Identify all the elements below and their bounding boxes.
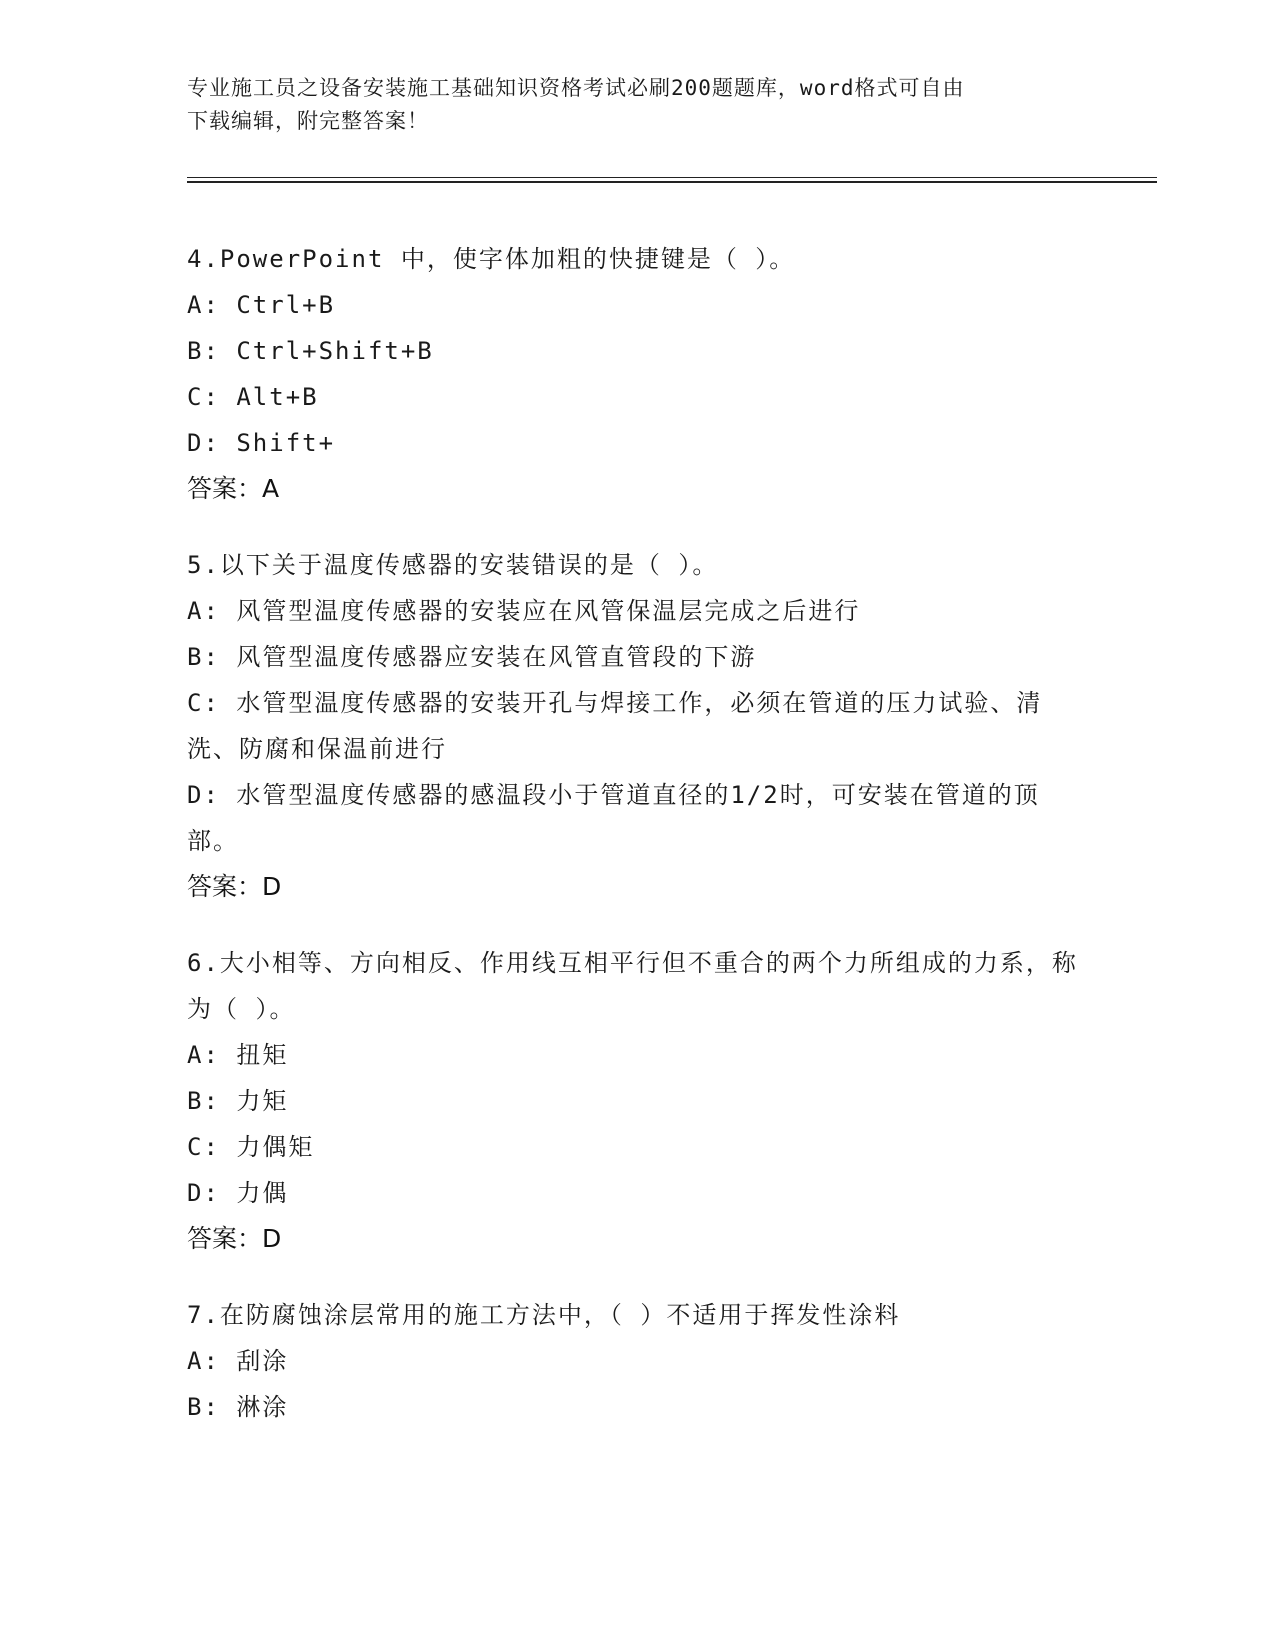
question-stem: 6.大小相等、方向相反、作用线互相平行但不重合的两个力所组成的力系，称为（ ）。: [187, 949, 1078, 1023]
answer-label: 答案：: [187, 474, 263, 503]
option-a: A: 刮涂: [187, 1347, 289, 1375]
answer-label: 答案：: [187, 872, 263, 901]
option-a: A: 风管型温度传感器的安装应在风管保温层完成之后进行: [187, 597, 861, 625]
header-divider-thick: [187, 181, 1157, 183]
question-stem: 5.以下关于温度传感器的安装错误的是（ ）。: [187, 551, 719, 579]
option-b: B: Ctrl+Shift+B: [187, 337, 434, 365]
option-c: C: 力偶矩: [187, 1133, 315, 1161]
header-title-line-2: 下载编辑，附完整答案！: [187, 109, 429, 133]
answer-value: D: [262, 872, 282, 901]
answer-value: A: [262, 474, 280, 503]
question-stem: 7.在防腐蚀涂层常用的施工方法中，（ ）不适用于挥发性涂料: [187, 1301, 901, 1329]
option-c: C: Alt+B: [187, 383, 319, 411]
header-title-line-1: 专业施工员之设备安装施工基础知识资格考试必刷200题题库，word格式可自由: [187, 76, 965, 100]
question-4: [187, 236, 1087, 512]
answer-line: [187, 1216, 1087, 1262]
option-a: A: Ctrl+B: [187, 291, 336, 319]
question-5: [187, 542, 1087, 910]
option-d: D: 力偶: [187, 1179, 289, 1207]
option-b: B: 力矩: [187, 1087, 289, 1115]
question-list: [187, 236, 1087, 1460]
header-divider-thin: [187, 177, 1157, 178]
question-stem: 4.PowerPoint 中，使字体加粗的快捷键是（ ）。: [187, 245, 796, 273]
option-b: B: 风管型温度传感器应安装在风管直管段的下游: [187, 643, 757, 671]
option-d: D: Shift+: [187, 429, 336, 457]
option-c: C: 水管型温度传感器的安装开孔与焊接工作，必须在管道的压力试验、清洗、防腐和保温前进行: [187, 689, 1043, 763]
document-header: [187, 72, 1087, 138]
answer-value: D: [262, 1224, 282, 1253]
option-a: A: 扭矩: [187, 1041, 289, 1069]
question-7: [187, 1292, 1087, 1430]
answer-line: [187, 466, 1087, 512]
answer-line: [187, 864, 1087, 910]
question-6: [187, 940, 1087, 1262]
option-b: B: 淋涂: [187, 1393, 289, 1421]
option-d: D: 水管型温度传感器的感温段小于管道直径的1/2时，可安装在管道的顶部。: [187, 781, 1040, 855]
answer-label: 答案：: [187, 1224, 263, 1253]
